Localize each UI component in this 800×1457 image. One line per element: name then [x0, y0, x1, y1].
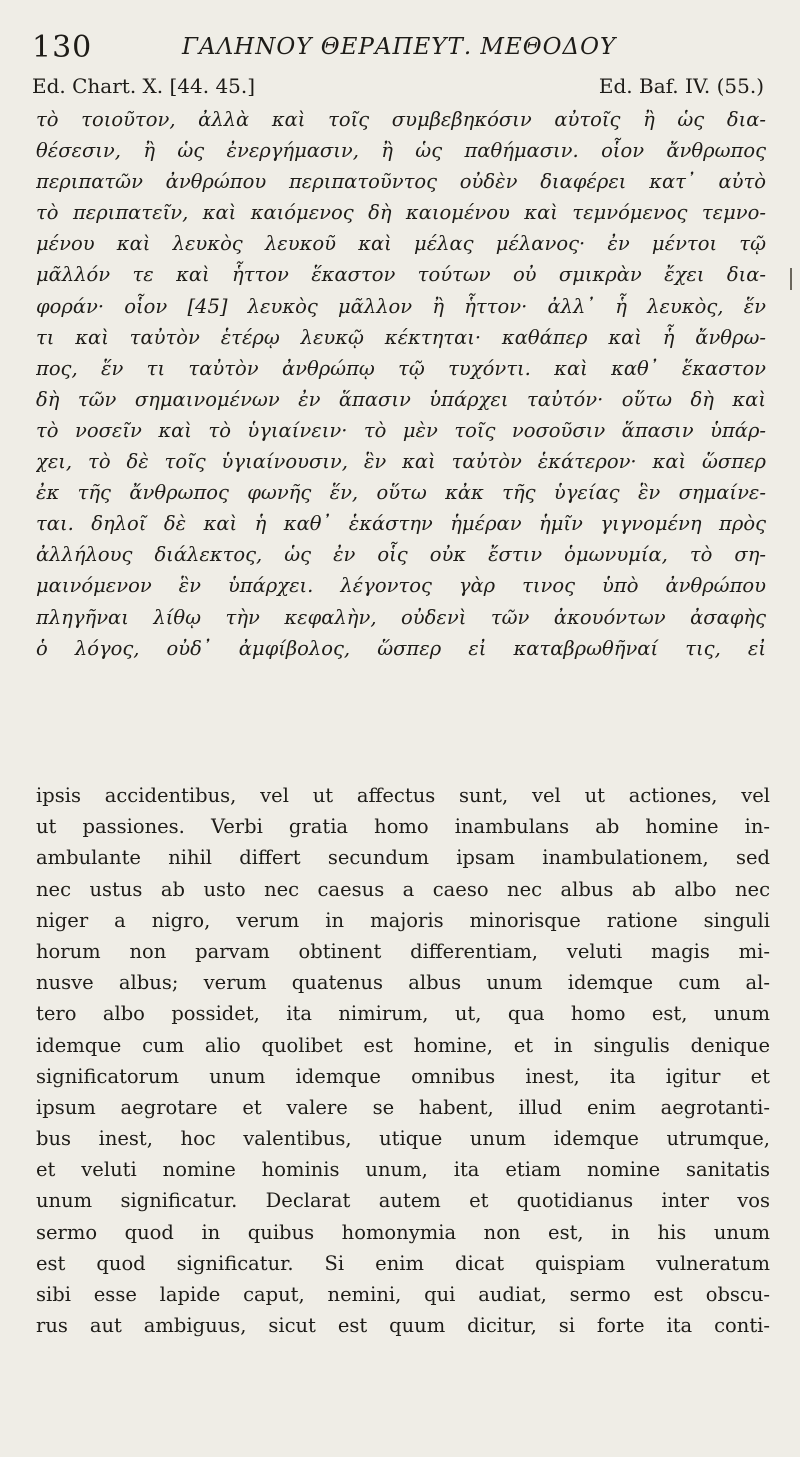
running-head — [32, 30, 760, 66]
running-title: ΓΑΛΗΝΟΥ ΘΕΡΑΠΕΥΤ. ΜΕΘΟΔΟΥ — [182, 34, 617, 60]
greek-text-line: μᾶλλόν τε καὶ ἧττον ἕκαστον τούτων οὐ σμικρὰν ἔχει δια- — [36, 263, 766, 287]
edition-reference-line — [32, 74, 764, 102]
greek-text-line: φοράν· οἷον [45] λευκὸς μᾶλλον ἢ ἧττον· ἀλλ᾿ ἧ λευκὸς, ἕν — [36, 294, 766, 318]
margin-mark — [790, 268, 792, 290]
greek-text-line: πος, ἕν τι ταὐτὸν ἀνθρώπῳ τῷ τυχόντι. καὶ καθ᾿ ἕκαστον — [36, 356, 766, 380]
latin-text-line: significatorum unum idemque omnibus inest, ita igitur et — [36, 1064, 770, 1088]
greek-text-line: χει, τὸ δὲ τοῖς ὑγιαίνουσιν, ἓν καὶ ταὐτὸν ἑκάτερον· καὶ ὥσπερ — [36, 450, 766, 474]
latin-text-block — [36, 780, 770, 1341]
latin-text-line: horum non parvam obtinent differentiam, veluti magis mi- — [36, 939, 770, 963]
greek-text-line: τι καὶ ταὐτὸν ἑτέρῳ λευκῷ κέκτηται· καθάπερ καὶ ἧ ἄνθρω- — [36, 325, 766, 349]
latin-text-line: unum significatur. Declarat autem et quotidianus inter vos — [36, 1189, 770, 1213]
latin-text-line: ambulante nihil differt secundum ipsam inambulationem, sed — [36, 846, 770, 870]
greek-text-line: ἀλλήλους διάλεκτος, ὡς ἐν οἷς οὐκ ἔστιν ὁμωνυμία, τὸ ση- — [36, 543, 766, 567]
latin-text-line: nec ustus ab usto nec caesus a caeso nec albus ab albo nec — [36, 877, 770, 901]
latin-text-line: est quod significatur. Si enim dicat quispiam vulneratum — [36, 1251, 770, 1275]
greek-text-line: τὸ νοσεῖν καὶ τὸ ὑγιαίνειν· τὸ μὲν τοῖς νοσοῦσιν ἅπασιν ὑπάρ- — [36, 418, 766, 442]
greek-text-line: μένου καὶ λευκὸς λευκοῦ καὶ μέλας μέλανος· ἐν μέντοι τῷ — [36, 232, 766, 256]
greek-text-block — [36, 104, 766, 664]
latin-text-line: bus inest, hoc valentibus, utique unum idemque utrumque, — [36, 1127, 770, 1151]
latin-text-line: ipsum aegrotare et valere se habent, illud enim aegrotanti- — [36, 1095, 770, 1119]
greek-text-line: τὸ περιπατεῖν, καὶ καιόμενος δὴ καιομένου καὶ τεμνόμενος τεμνο- — [36, 201, 766, 225]
latin-text-line: et veluti nomine hominis unum, ita etiam nomine sanitatis — [36, 1158, 770, 1182]
greek-text-line: ται. δηλοῖ δὲ καὶ ἡ καθ᾿ ἑκάστην ἡμέραν ἡμῖν γιγνομένη πρὸς — [36, 512, 766, 536]
greek-text-line: μαινόμενον ἓν ὑπάρχει. λέγοντος γὰρ τινος ὑπὸ ἀνθρώπου — [36, 574, 766, 598]
greek-text-line: δὴ τῶν σημαινομένων ἐν ἅπασιν ὑπάρχει ταὐτόν· οὕτω δὴ καὶ — [36, 387, 766, 411]
edition-chart-reference: Ed. Chart. X. [44. 45.] — [32, 74, 256, 98]
greek-text-line: ὁ λόγος, οὐδ᾿ ἀμφίβολος, ὥσπερ εἰ καταβρωθῆναί τις, εἰ — [36, 636, 766, 660]
greek-text-line: πληγῆναι λίθῳ τὴν κεφαλὴν, οὐδενὶ τῶν ἀκουόντων ἀσαφὴς — [36, 605, 766, 629]
greek-text-line: ἐκ τῆς ἄνθρωπος φωνῆς ἕν, οὕτω κἀκ τῆς ὑγείας ἓν σημαίνε- — [36, 481, 766, 505]
greek-text-line: περιπατῶν ἀνθρώπου περιπατοῦντος οὐδὲν διαφέρει κατ᾿ αὐτὸ — [36, 170, 766, 194]
latin-text-line: ipsis accidentibus, vel ut affectus sunt, vel ut actiones, vel — [36, 784, 770, 807]
edition-basel-reference: Ed. Baf. IV. (55.) — [598, 74, 764, 98]
latin-text-line: nusve albus; verum quatenus albus unum idemque cum al- — [36, 971, 770, 995]
latin-text-line: sermo quod in quibus homonymia non est, in his unum — [36, 1220, 770, 1244]
latin-text-line: tero albo possidet, ita nimirum, ut, qua homo est, unum — [36, 1002, 770, 1026]
latin-text-line: idemque cum alio quolibet est homine, et in singulis denique — [36, 1033, 770, 1057]
greek-text-line: θέσεσιν, ἢ ὡς ἐνεργήμασιν, ἢ ὡς παθήμασιν. οἷον ἄνθρωπος — [36, 139, 766, 163]
latin-text-line: sibi esse lapide caput, nemini, qui audiat, sermo est obscu- — [36, 1283, 770, 1306]
latin-text-line: rus aut ambiguus, sicut est quum dicitur, si forte ita conti- — [36, 1314, 770, 1338]
latin-text-line: niger a nigro, verum in majoris minorisque ratione singuli — [36, 908, 770, 932]
greek-text-line: τὸ τοιοῦτον, ἀλλὰ καὶ τοῖς συμβεβηκόσιν αὐτοῖς ἢ ὡς δια- — [36, 108, 766, 131]
latin-text-line: ut passiones. Verbi gratia homo inambulans ab homine in- — [36, 815, 770, 839]
page-number: 130 — [32, 30, 93, 65]
